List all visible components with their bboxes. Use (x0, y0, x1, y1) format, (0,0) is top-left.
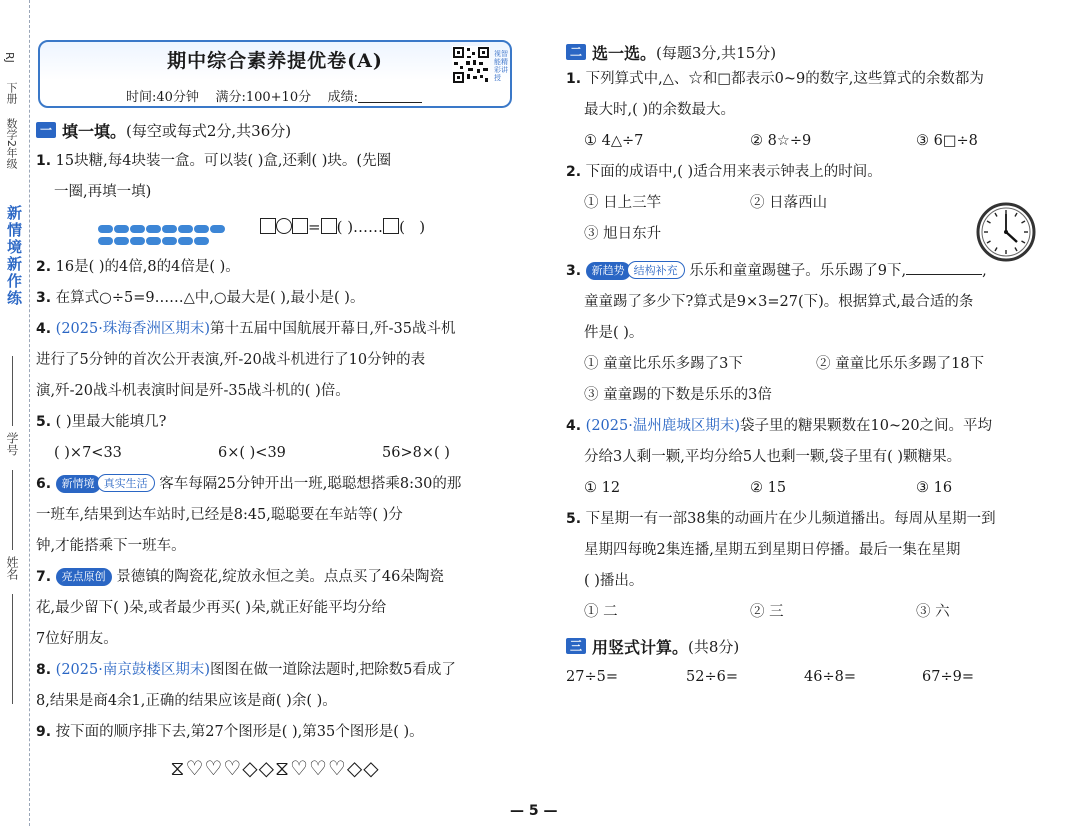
question-number: 1. (36, 153, 52, 169)
choice-question-4 (566, 411, 1046, 442)
question-1 (36, 146, 514, 177)
section-note: (每题3分,共15分) (656, 43, 777, 62)
qr-code-icon[interactable] (452, 46, 490, 84)
option-1[interactable]: ① 童童比乐乐多踢了3下 (584, 356, 743, 372)
choice-options (566, 219, 1046, 250)
tag-new-trend: 新趋势 (586, 262, 631, 280)
question-2 (36, 252, 514, 283)
clock-icon (976, 202, 1036, 262)
calc-item[interactable]: 52÷6= (686, 669, 738, 685)
option-3[interactable]: ③ 16 (916, 480, 953, 496)
question-4-cont (36, 345, 514, 376)
question-number: 5. (566, 511, 582, 527)
binding-line (12, 356, 13, 426)
qr-caption: 视智能精彩讲授 (494, 50, 508, 82)
calc-item[interactable]: 67÷9= (922, 669, 974, 685)
question-7 (36, 562, 514, 593)
question-number: 1. (566, 71, 582, 87)
edition-label: RJ (3, 52, 16, 63)
exam-title: 期中综合素养提优卷(A) (167, 50, 383, 72)
question-source: (2025·南京鼓楼区期末) (55, 662, 210, 678)
question-6 (36, 469, 514, 500)
calc-item[interactable]: 46÷8= (804, 669, 856, 685)
question-text: 下星期一有一部38集的动画片在少儿频道播出。每周从星期一到 (585, 511, 996, 527)
time-limit: 时间:40分钟 (126, 90, 199, 105)
option-1[interactable]: ① 日上三竿 (584, 195, 662, 211)
section-title: 选一选。 (592, 43, 657, 63)
question-4-cont (36, 376, 514, 407)
question-8-cont (36, 686, 514, 717)
answer-blank[interactable] (906, 261, 982, 275)
full-score: 满分:100+10分 (215, 90, 312, 105)
question-text: 演,歼-20战斗机表演时间是歼-35战斗机的( )倍。 (36, 383, 350, 399)
quotient-blank[interactable]: ( )…… (336, 218, 384, 236)
choice-question-3-cont (566, 318, 1046, 349)
question-text: 15块糖,每4块装一盒。可以装( )盒,还剩( )块。(先圈 (55, 153, 392, 169)
section-number: 一 (36, 122, 56, 138)
question-text: 最大时,( )的余数最大。 (584, 102, 736, 118)
option-1[interactable]: ① 二 (584, 604, 618, 620)
blank-box[interactable] (292, 218, 308, 234)
student-name-label: 姓名 (5, 556, 19, 580)
option-2[interactable]: ② 三 (750, 604, 784, 620)
question-text: ( )播出。 (584, 573, 644, 589)
question-5-items (36, 438, 514, 469)
question-9 (36, 717, 514, 748)
question-text: 下面的成语中,( )适合用来表示钟表上的时间。 (585, 164, 882, 180)
section-choice-heading (566, 40, 1046, 64)
question-number: 3. (36, 290, 52, 306)
choice-options (566, 126, 1046, 157)
student-id-label: 学号 (5, 432, 19, 456)
tag-new-context: 新情境 (56, 475, 101, 493)
question-number: 2. (36, 259, 52, 275)
option-2[interactable]: ② 15 (750, 480, 787, 496)
blank-box[interactable] (321, 218, 337, 234)
section-number: 三 (566, 638, 586, 654)
question-number: 8. (36, 662, 52, 678)
inequality-item[interactable]: ( )×7<33 (54, 445, 122, 461)
calc-items (566, 662, 1046, 693)
choice-question-5-cont (566, 566, 1046, 597)
question-text: 件是( )。 (584, 325, 644, 341)
choice-question-3 (566, 256, 1046, 287)
question-3 (36, 283, 514, 314)
question-text: 分给3人剩一颗,平均分给5人也剩一颗,袋子里有( )颗糖果。 (584, 449, 962, 465)
binding-line (12, 470, 13, 550)
exam-header (38, 40, 512, 108)
question-7-cont (36, 624, 514, 655)
blank-circle[interactable] (276, 218, 292, 234)
question-text: 花,最少留下( )朵,或者最少再买( )朵,就正好能平均分给 (36, 600, 387, 616)
page-number: — 5 — (510, 803, 558, 819)
option-3[interactable]: ③ 旭日东升 (584, 226, 662, 242)
question-text: 16是( )的4倍,8的4倍是( )。 (55, 259, 240, 275)
section-note: (共8分) (688, 637, 740, 656)
choice-options (566, 380, 1046, 411)
score-blank[interactable] (358, 91, 422, 103)
choice-question-5-cont (566, 535, 1046, 566)
option-3[interactable]: ③ 童童踢的下数是乐乐的3倍 (584, 387, 772, 403)
question-source: (2025·温州鹿城区期末) (585, 418, 740, 434)
question-text: 客车每隔25分钟开出一班,聪聪想搭乘8:30的那 (159, 476, 462, 492)
question-text: 钟,才能搭乘下一班车。 (36, 538, 186, 554)
question-4 (36, 314, 514, 345)
right-column (566, 40, 1046, 693)
tag-original: 亮点原创 (56, 568, 112, 586)
inequality-item[interactable]: 56>8×( ) (382, 445, 450, 461)
inequality-item[interactable]: 6×( )<39 (218, 445, 286, 461)
question-text: 图图在做一道除法题时,把除数5看成了 (210, 662, 456, 678)
section-title: 填一填。 (62, 121, 127, 141)
volume-label: 下册 (5, 82, 18, 104)
option-2[interactable]: ② 童童比乐乐多踢了18下 (816, 356, 985, 372)
question-text: 进行了5分钟的首次公开表演,歼-20战斗机进行了10分钟的表 (36, 352, 426, 368)
division-template[interactable]: = ( )…… ( ) (260, 218, 425, 236)
binding-strip (0, 0, 30, 826)
option-2[interactable]: ② 日落西山 (750, 195, 828, 211)
question-5 (36, 407, 514, 438)
choice-options (566, 188, 1046, 219)
question-text: 袋子里的糖果颗数在10~20之间。平均 (740, 418, 993, 434)
option-2[interactable]: ② 8☆÷9 (750, 133, 812, 149)
question-6-cont (36, 531, 514, 562)
shape-pattern: ⧖♡♡♡◇◇⧖♡♡♡◇◇ (170, 756, 380, 780)
question-6-cont (36, 500, 514, 531)
choice-question-3-cont (566, 287, 1046, 318)
question-text: 第十五届中国航展开幕日,歼-35战斗机 (210, 321, 456, 337)
option-3[interactable]: ③ 六 (916, 604, 950, 620)
section-title: 用竖式计算。 (592, 637, 689, 657)
question-7-cont (36, 593, 514, 624)
question-text: 景德镇的陶瓷花,绽放永恒之美。点点买了46朵陶瓷 (116, 569, 444, 585)
binding-line (12, 594, 13, 704)
question-text: 一圈,再填一填) (54, 184, 152, 200)
calc-item[interactable]: 27÷5= (566, 669, 618, 685)
question-text: 7位好朋友。 (36, 631, 118, 647)
choice-options (566, 349, 1046, 380)
blank-box[interactable] (383, 218, 399, 234)
section-note: (每空或每式2分,共36分) (126, 121, 292, 140)
choice-options (566, 473, 1046, 504)
tag-real-life: 真实生活 (97, 474, 155, 492)
tag-structure: 结构补充 (627, 261, 685, 279)
question-8 (36, 655, 514, 686)
score-label: 成绩: (327, 90, 359, 105)
choice-question-1 (566, 64, 1046, 95)
section-number: 二 (566, 44, 586, 60)
choice-question-2 (566, 157, 1046, 188)
question-text: 乐乐和童童踢毽子。乐乐踢了9下, (689, 263, 907, 279)
question-source: (2025·珠海香洲区期末) (55, 321, 210, 337)
candy-row (98, 230, 210, 249)
question-number: 7. (36, 569, 52, 585)
option-3[interactable]: ③ 6□÷8 (916, 133, 978, 149)
blank-box[interactable] (260, 218, 276, 234)
question-text: 一班车,结果到达车站时,已经是8:45,聪聪要在车站等( )分 (36, 507, 403, 523)
question-text: 在算式○÷5=9……△中,○最大是( ),最小是( )。 (55, 290, 365, 306)
question-text: 下列算式中,△、☆和□都表示0~9的数字,这些算式的余数都为 (585, 71, 984, 87)
question-number: 4. (566, 418, 582, 434)
question-text: 童童踢了多少下?算式是9×3=27(下)。根据算式,最合适的条 (584, 294, 974, 310)
question-text: 按下面的顺序排下去,第27个图形是( ),第35个图形是( )。 (55, 724, 424, 740)
choice-question-4-cont (566, 442, 1046, 473)
question-number: 3. (566, 263, 582, 279)
question-number: 5. (36, 414, 52, 430)
section-calc-heading (566, 634, 1046, 658)
series-label: 新情境新作练 (5, 205, 23, 307)
question-1-figure (36, 208, 514, 252)
choice-options (566, 597, 1046, 628)
option-1[interactable]: ① 12 (584, 480, 621, 496)
question-number: 2. (566, 164, 582, 180)
choice-question-5 (566, 504, 1046, 535)
section-fill-in-heading (36, 118, 514, 142)
option-1[interactable]: ① 4△÷7 (584, 133, 644, 149)
question-number: 9. (36, 724, 52, 740)
question-number: 4. (36, 321, 52, 337)
exam-info (126, 86, 422, 105)
question-text: 8,结果是商4余1,正确的结果应该是商( )余( )。 (36, 693, 337, 709)
choice-question-1-cont (566, 95, 1046, 126)
question-text: ( )里最大能填几? (55, 414, 167, 430)
grade-label: 数学2年级 (5, 118, 18, 169)
question-number: 6. (36, 476, 52, 492)
left-column (36, 40, 514, 788)
question-text: , (982, 263, 987, 279)
question-1-cont (36, 177, 514, 208)
question-text: 星期四每晚2集连播,星期五到星期日停播。最后一集在星期 (584, 542, 961, 558)
